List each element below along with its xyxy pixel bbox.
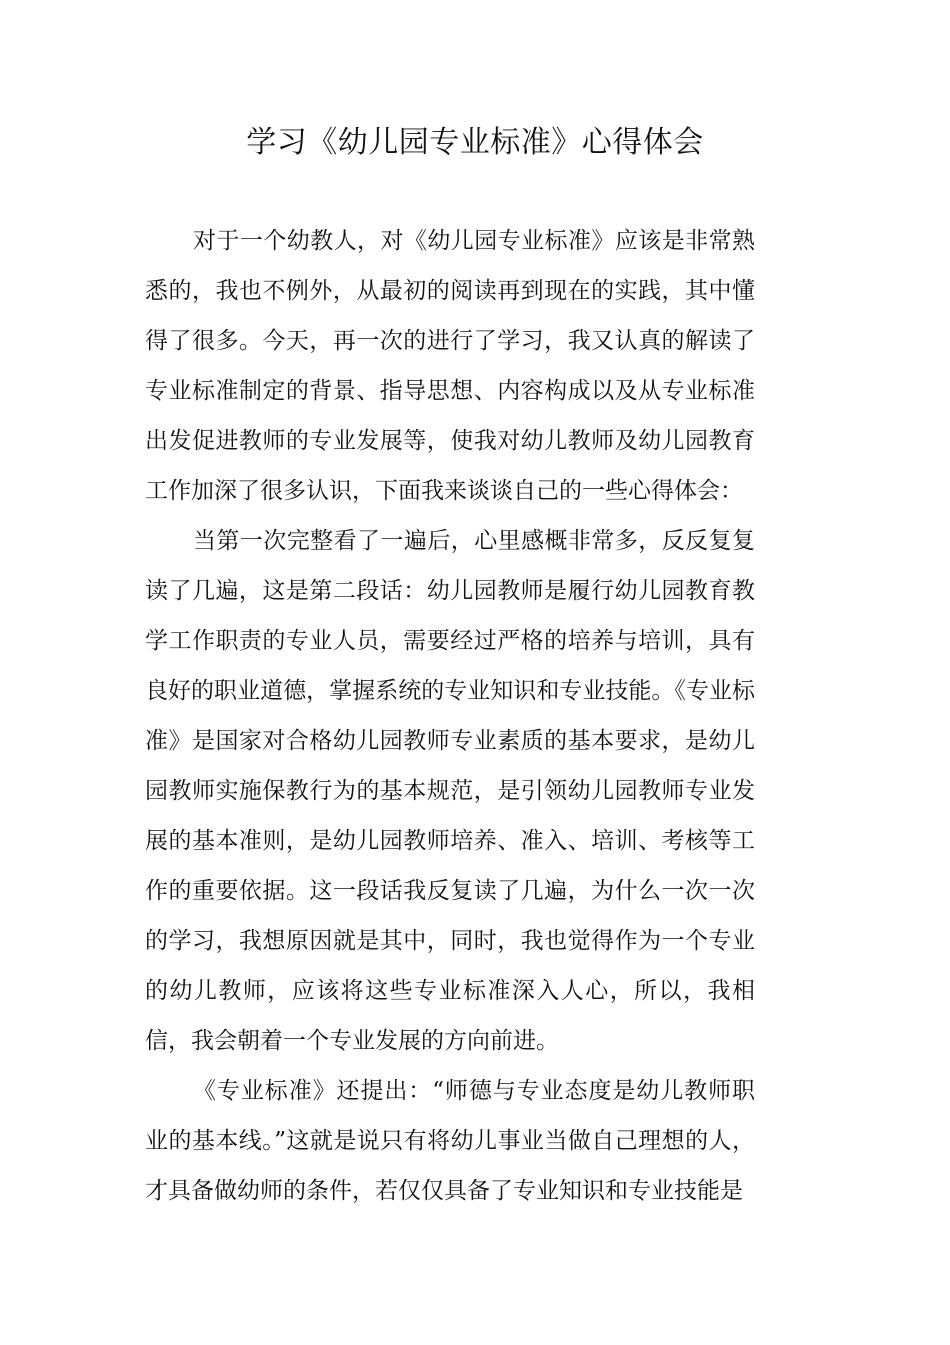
document-body: [145, 216, 755, 1216]
document-title: 学习《幼儿园专业标准》心得体会: [246, 125, 704, 160]
paragraph-first-reading: 当第一次完整看了一遍后，心里感概非常多，反反复复读了几遍，这是第二段话：幼儿园教师是履行幼儿园教育教学工作职责的专业人员，需要经过严格的培养与培训，具有良好的职业道德，掌握系统的专业知识和专业技能。《专业标准》是国家对合格幼儿园教师专业素质的基本要求，是幼儿园教师实施保教行为的基本规范，是引领幼儿园教师专业发展的基本准则，是幼儿园教师培养、准入、培训、考核等工作的重要依据。这一段话我反复读了几遍，为什么一次一次的学习，我想原因就是其中，同时，我也觉得作为一个专业的幼儿教师，应该将这些专业标准深入人心，所以，我相信，我会朝着一个专业发展的方向前进。: [145, 528, 755, 1054]
paragraph-ethics: 《专业标准》还提出：“师德与专业态度是幼儿教师职业的基本线。”这就是说只有将幼儿事业当做自己理想的人，才具备做幼师的条件，若仅仅具备了专业知识和专业技能是: [145, 1078, 755, 1204]
paragraph-intro: 对于一个幼教人，对《幼儿园专业标准》应该是非常熟悉的，我也不例外，从最初的阅读再到现在的实践，其中懂得了很多。今天，再一次的进行了学习，我又认真的解读了专业标准制定的背景、指导思想、内容构成以及从专业标准出发促进教师的专业发展等，使我对幼儿教师及幼儿园教育工作加深了很多认识，下面我来谈谈自己的一些心得体会：: [145, 228, 755, 504]
